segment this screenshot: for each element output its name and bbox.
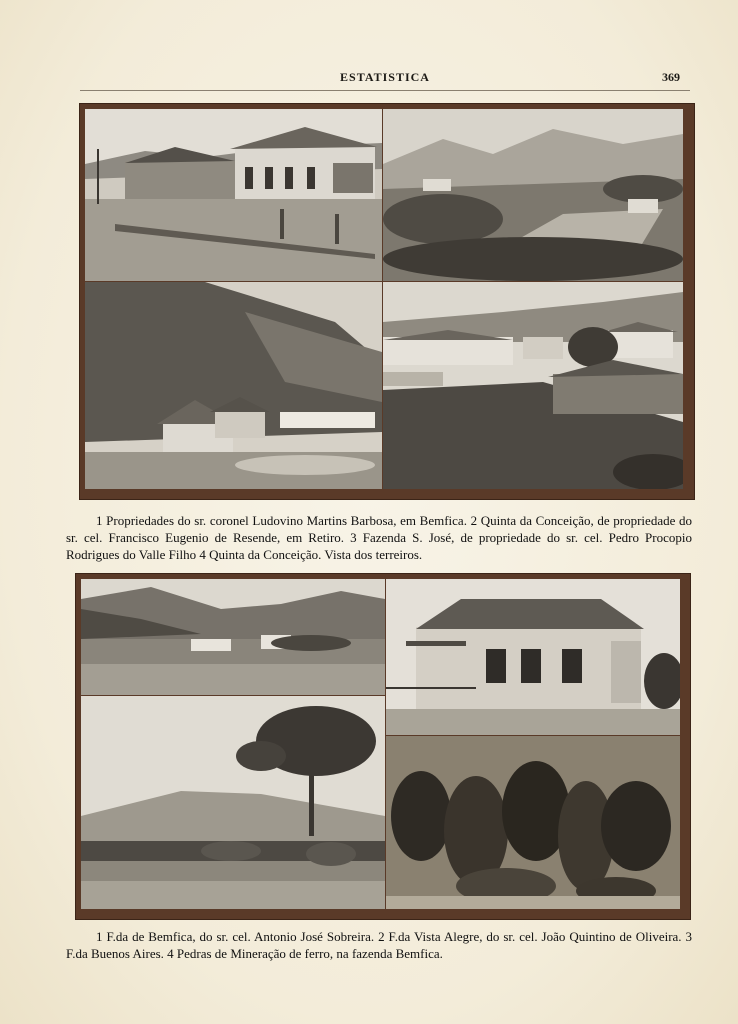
- top-caption-text: 1 Propriedades do sr. coronel Ludovino Martins Barbosa, em Bemfica. 2 Quinta da Conceição, de propriedade do sr. cel. Francisco Eugenio de Resende, em Retiro. 3 Fazenda S. José, de propriedade do sr. cel. Pedro Procopio Rodrigues do Valle Filho 4 Quinta da Conceição. Vista dos terreiros.: [66, 513, 692, 562]
- photo-buenos-aires: [81, 696, 385, 909]
- running-title: ESTATISTICA: [340, 70, 430, 84]
- photo-vista-alegre-house: [386, 579, 680, 735]
- top-plate-caption: [66, 512, 692, 563]
- photo-street-houses: [85, 109, 382, 281]
- photo-iron-ore-stones: [386, 736, 680, 909]
- photo-valley-landscape: [383, 109, 683, 281]
- bottom-photo-plate: [76, 574, 690, 919]
- top-photo-plate: [80, 104, 694, 499]
- bottom-plate-caption: [66, 928, 692, 962]
- page-number: 369: [662, 70, 680, 84]
- photo-terreiros: [383, 282, 683, 489]
- photo-hillside-farm: [85, 282, 382, 489]
- photo-fazenda-bemfica: [81, 579, 385, 695]
- running-head: [80, 68, 690, 91]
- bottom-caption-text: 1 F.da de Bemfica, do sr. cel. Antonio José Sobreira. 2 F.da Vista Alegre, do sr. cel. João Quintino de Oliveira. 3 F.da Buenos Aires. 4 Pedras de Mineração de ferro, na fazenda Bemfica.: [66, 929, 692, 961]
